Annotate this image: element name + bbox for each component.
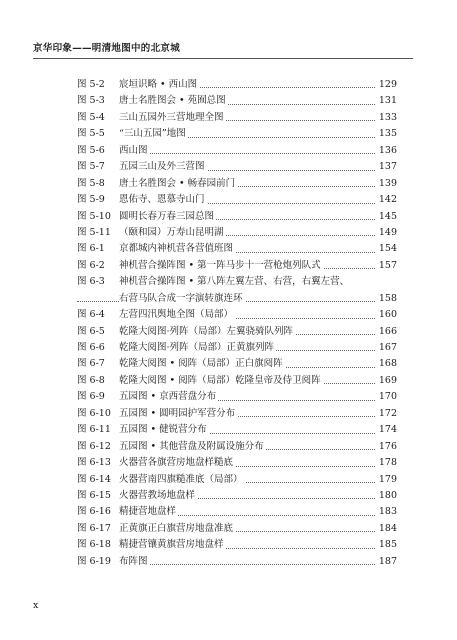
figure-title: 五园图 • 京西营盘分布 bbox=[119, 389, 218, 405]
figure-number: 图 6-19 bbox=[77, 555, 111, 567]
page-ref: 180 bbox=[377, 488, 397, 504]
figure-title: “三山五园”地图 bbox=[119, 126, 188, 142]
figure-title: 火器营教场地盘样 bbox=[119, 488, 197, 504]
figure-title: 左营四汛舆地全图（局部） bbox=[119, 307, 235, 323]
figure-number: 图 6-12 bbox=[77, 440, 111, 452]
figure-title: 唐土名胜图会 • 畅春园前门 bbox=[119, 176, 237, 192]
toc-entry bbox=[77, 93, 397, 109]
toc-entry bbox=[77, 274, 397, 290]
toc-entry bbox=[77, 143, 397, 159]
figure-title: 五园图 • 其他营盘及附属设施分布 bbox=[119, 439, 266, 455]
toc-entry bbox=[77, 439, 397, 455]
page-ref: 168 bbox=[377, 356, 397, 372]
page-ref: 169 bbox=[377, 373, 397, 389]
toc-entry bbox=[77, 537, 397, 553]
toc-entry bbox=[77, 291, 397, 307]
figure-number: 图 5-2 bbox=[77, 79, 105, 90]
toc-entry bbox=[77, 389, 397, 405]
figure-number: 图 6-14 bbox=[77, 473, 111, 485]
page-ref: 187 bbox=[377, 554, 397, 570]
page-ref: 158 bbox=[377, 291, 397, 307]
figure-number: 图 6-4 bbox=[77, 309, 105, 321]
figure-title: 乾隆大阅图·列阵（局部）正黄旗列阵 bbox=[119, 340, 276, 356]
figure-number: 图 6-5 bbox=[77, 325, 105, 337]
figure-title: 恩佑寺、恩慕寺山门 bbox=[119, 192, 207, 208]
toc-entry bbox=[77, 554, 397, 570]
page-ref: 139 bbox=[377, 176, 397, 192]
figure-title: 精捷营镶黄旗营房地盘样 bbox=[119, 537, 226, 553]
figure-number: 图 6-15 bbox=[77, 489, 111, 501]
figure-title: 布阵图 bbox=[119, 554, 150, 570]
page-ref: 157 bbox=[377, 258, 397, 274]
toc-entry bbox=[77, 504, 397, 520]
page-ref: 179 bbox=[377, 472, 397, 488]
figure-title: 火器营各旗营房地盘样糙底 bbox=[119, 455, 235, 471]
figure-number: 图 6-1 bbox=[77, 243, 105, 255]
toc-entry bbox=[77, 176, 397, 192]
figure-title: 宸垣识略 • 西山图 bbox=[119, 77, 199, 93]
figure-title: 乾隆大阅图·列阵（局部）左翼骁骑队列阵 bbox=[119, 324, 295, 340]
figure-title: 神机营合操阵图 • 第八阵左翼左营、右营，右翼左营、 bbox=[119, 274, 351, 290]
figure-title: 右营马队合成一字演转旗连环 bbox=[119, 291, 245, 307]
figure-title: 火器营南四旗糙准底（局部） bbox=[119, 472, 245, 488]
toc-entry bbox=[77, 209, 397, 225]
toc-entry bbox=[77, 422, 397, 438]
toc-entry bbox=[77, 472, 397, 488]
page-number: x bbox=[33, 600, 39, 611]
toc-entry bbox=[77, 110, 397, 126]
figure-number: 图 6-7 bbox=[77, 358, 105, 370]
dot-leader bbox=[119, 564, 375, 565]
page-ref: 135 bbox=[377, 126, 397, 142]
figure-title: 五园图 • 圆明园护军营分布 bbox=[119, 406, 237, 422]
page-ref: 172 bbox=[377, 406, 397, 422]
page-ref: 137 bbox=[377, 159, 397, 175]
figure-title: 乾隆大阅图 • 阅阵（局部）乾隆皇帝及侍卫阅阵 bbox=[119, 373, 323, 389]
figure-number: 图 6-6 bbox=[77, 342, 105, 353]
page-ref: 176 bbox=[377, 439, 397, 455]
page-ref: 174 bbox=[377, 422, 397, 438]
page-ref: 184 bbox=[377, 521, 397, 537]
figure-title: 西山图 bbox=[119, 143, 150, 159]
dot-leader bbox=[119, 153, 375, 154]
figure-title: 正黄旗正白旗营房地盘准底 bbox=[119, 521, 235, 537]
figure-number: 图 6-10 bbox=[77, 407, 111, 419]
figure-number: 图 5-10 bbox=[77, 210, 111, 222]
toc-entry bbox=[77, 192, 397, 208]
figure-number: 图 5-4 bbox=[77, 111, 105, 123]
toc-entry bbox=[77, 340, 397, 356]
header-rule bbox=[33, 58, 413, 59]
figure-title: 三山五园外三营地理全图 bbox=[119, 110, 226, 126]
toc-entry bbox=[77, 126, 397, 142]
figure-number: 图 5-5 bbox=[77, 128, 105, 140]
figure-number: 图 6-8 bbox=[77, 374, 105, 386]
figure-number: 图 5-6 bbox=[77, 144, 105, 156]
figure-title: （颐和园）万寿山昆明湖 bbox=[119, 225, 226, 241]
figure-number: 图 6-17 bbox=[77, 522, 111, 534]
toc-entry bbox=[77, 455, 397, 471]
figure-number: 图 6-3 bbox=[77, 276, 105, 288]
page-ref: 131 bbox=[377, 93, 397, 109]
figure-title: 五园三山及外三营图 bbox=[119, 159, 207, 175]
toc-entry bbox=[77, 324, 397, 340]
toc-entry bbox=[77, 77, 397, 93]
figure-title: 圆明长春万春三园总图 bbox=[119, 209, 216, 225]
figure-number: 图 5-9 bbox=[77, 194, 105, 206]
toc-entry bbox=[77, 258, 397, 274]
toc-entry bbox=[77, 225, 397, 241]
page-ref: 170 bbox=[377, 389, 397, 405]
figure-title: 唐土名胜图会 • 苑囿总图 bbox=[119, 93, 228, 109]
toc-entry bbox=[77, 159, 397, 175]
toc-entry bbox=[77, 406, 397, 422]
running-header: 京华印象——明清地图中的北京城 bbox=[33, 43, 181, 54]
figure-title: 五园图 • 健锐营分布 bbox=[119, 422, 209, 438]
toc-entry bbox=[77, 373, 397, 389]
page-ref: 183 bbox=[377, 504, 397, 520]
page-ref: 142 bbox=[377, 192, 397, 208]
toc-entry bbox=[77, 521, 397, 537]
toc-entry bbox=[77, 307, 397, 323]
figure-title: 京都城内神机营各营值班图 bbox=[119, 241, 235, 257]
page-ref: 160 bbox=[377, 307, 397, 323]
figure-number: 图 6-2 bbox=[77, 259, 105, 271]
page-ref: 178 bbox=[377, 455, 397, 471]
figure-title: 神机营合操阵图 • 第一阵马步十一营枪炮列队式 bbox=[119, 258, 323, 274]
figure-list bbox=[77, 77, 397, 570]
page-ref: 166 bbox=[377, 324, 397, 340]
page-ref: 136 bbox=[377, 143, 397, 159]
page-ref: 185 bbox=[377, 537, 397, 553]
figure-title: 乾隆大阅图 • 阅阵（局部）正白旗阅阵 bbox=[119, 356, 285, 372]
figure-number: 图 5-3 bbox=[77, 95, 105, 107]
page-ref: 145 bbox=[377, 209, 397, 225]
page-ref: 129 bbox=[377, 77, 397, 93]
figure-number: 图 6-13 bbox=[77, 457, 111, 469]
page-ref: 133 bbox=[377, 110, 397, 126]
figure-title: 精捷营地盘样 bbox=[119, 504, 178, 520]
page-ref: 167 bbox=[377, 340, 397, 356]
figure-number: 图 5-8 bbox=[77, 177, 105, 189]
toc-entry bbox=[77, 488, 397, 504]
figure-number: 图 6-11 bbox=[77, 424, 111, 436]
figure-number: 图 5-11 bbox=[77, 226, 111, 238]
toc-entry bbox=[77, 241, 397, 257]
figure-number: 图 6-9 bbox=[77, 391, 105, 403]
page-ref: 149 bbox=[377, 225, 397, 241]
page-ref: 154 bbox=[377, 241, 397, 257]
figure-number: 图 5-7 bbox=[77, 161, 105, 173]
toc-entry bbox=[77, 356, 397, 372]
figure-number: 图 6-16 bbox=[77, 506, 111, 518]
figure-number: 图 6-18 bbox=[77, 539, 111, 551]
